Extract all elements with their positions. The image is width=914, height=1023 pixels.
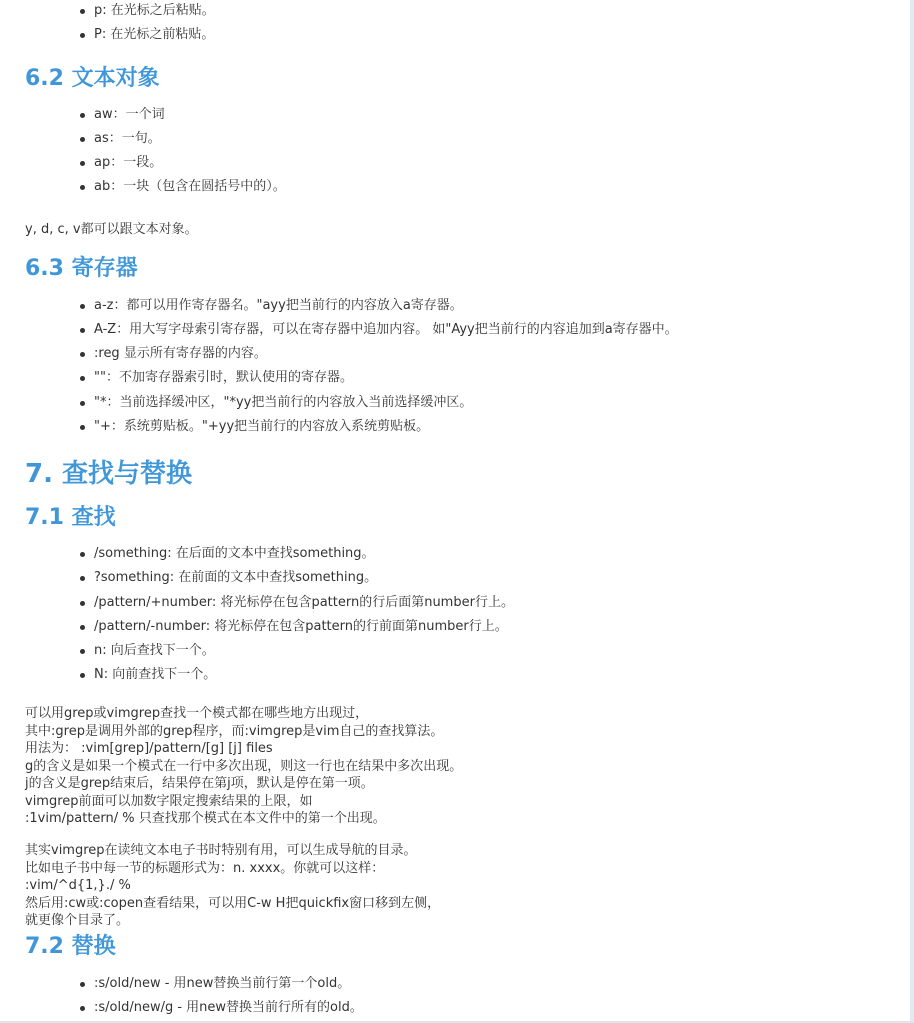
list-item: [94, 999, 363, 1017]
list-item: [94, 130, 161, 148]
bullet-icon: [80, 9, 85, 14]
list-item: [94, 106, 165, 124]
list-item-text: :s/old/new - 用new替换当前行第一个old。: [94, 976, 351, 991]
list-item-text: /something: 在后面的文本中查找something。: [94, 546, 375, 561]
list-item: [94, 666, 216, 684]
list-item: [94, 394, 472, 412]
bullet-icon: [80, 185, 85, 190]
list-item: [94, 642, 215, 660]
paragraph-line: g的含义是如果一个模式在一行中多次出现，则这一行也在结果中多次出现。: [25, 758, 463, 774]
paragraph-line: 就更像个目录了。: [25, 913, 130, 928]
list-item-text: :reg 显示所有寄存器的内容。: [94, 346, 267, 361]
paragraph-line: 其实vimgrep在读纯文本电子书时特别有用，可以生成导航的目录。: [25, 843, 417, 858]
bullet-icon: [80, 552, 85, 557]
list-item-text: N: 向前查找下一个。: [94, 667, 217, 682]
bullet-icon: [80, 352, 85, 357]
paragraph-line: 比如电子书中每一节的标题形式为：n. xxxx。你就可以这样：: [25, 860, 385, 876]
list-item: [94, 975, 350, 993]
list-item-text: "+：系统剪贴板。"+yy把当前行的内容放入系统剪贴板。: [94, 419, 430, 434]
heading-7-search-replace: 7. 查找与替换: [25, 459, 193, 489]
bullet-icon: [80, 425, 85, 430]
paragraph-line: 用法为： :vim[grep]/pattern/[g] [j] files: [25, 741, 273, 756]
paragraph-line: 其中:grep是调用外部的grep程序，而:vimgrep是vim自己的查找算法。: [25, 723, 444, 739]
bullet-icon: [80, 1006, 85, 1011]
paragraph-line: j的含义是grep结束后，结果停在第j项，默认是停在第一项。: [25, 776, 374, 791]
heading-6-3-registers: 6.3 寄存器: [25, 256, 138, 281]
list-item-text: :s/old/new/g - 用new替换当前行所有的old。: [94, 1000, 363, 1015]
list-item-text: ?something: 在前面的文本中查找something。: [94, 570, 378, 585]
list-item-text: ap：一段。: [94, 155, 163, 170]
list-item-text: aw：一个词: [94, 107, 165, 122]
text-objects-note: y, d, c, v都可以跟文本对象。: [25, 222, 198, 237]
heading-7-2-replace: 7.2 替换: [25, 934, 116, 959]
vimgrep-paragraph: [25, 705, 462, 828]
paragraph-line: 可以用grep或vimgrep查找一个模式都在哪些地方出现过，: [25, 706, 369, 721]
bullet-icon: [80, 304, 85, 309]
vimgrep-ebook-paragraph: [25, 842, 440, 930]
list-item-text: n: 向后查找下一个。: [94, 643, 215, 658]
bullet-icon: [80, 649, 85, 654]
list-item: [94, 545, 375, 563]
paragraph-line: :vim/^d{1,}./ %: [25, 878, 131, 893]
bullet-icon: [80, 982, 85, 987]
bullet-icon: [80, 625, 85, 630]
bullet-icon: [80, 576, 85, 581]
bullet-icon: [80, 33, 85, 38]
list-item-text: as：一句。: [94, 131, 161, 146]
list-item-text: ab：一块（包含在圆括号中的）。: [94, 179, 286, 194]
list-item: [94, 618, 508, 636]
bullet-icon: [80, 601, 85, 606]
list-item: [94, 154, 162, 172]
list-item: [94, 26, 214, 44]
list-item-text: /pattern/+number: 将光标停在包含pattern的行后面第number行上。: [94, 595, 514, 610]
bullet-icon: [80, 137, 85, 142]
list-item-text: P: 在光标之前粘贴。: [94, 27, 215, 42]
bullet-icon: [80, 376, 85, 381]
list-item: [94, 297, 463, 315]
list-item: [94, 345, 267, 363]
list-item: [94, 594, 514, 612]
list-item: [94, 418, 429, 436]
bullet-icon: [80, 673, 85, 678]
paragraph-line: vimgrep前面可以加数字限定搜索结果的上限，如: [25, 793, 313, 809]
paragraph-line: 然后用:cw或:copen查看结果，可以用C-w H把quickfix窗口移到左侧，: [25, 895, 441, 911]
bullet-icon: [80, 161, 85, 166]
bullet-icon: [80, 328, 85, 333]
heading-6-2-text-objects: 6.2 文本对象: [25, 66, 160, 91]
list-item: [94, 2, 215, 20]
list-item: [94, 369, 353, 387]
bullet-icon: [80, 401, 85, 406]
paragraph-line: :1vim/pattern/ % 只查找那个模式在本文件中的第一个出现。: [25, 811, 386, 826]
list-item-text: a-z：都可以用作寄存器名。"ayy把当前行的内容放入a寄存器。: [94, 298, 463, 313]
list-item-text: p: 在光标之后粘贴。: [94, 3, 215, 18]
list-item: [94, 321, 678, 339]
list-item: [94, 178, 286, 196]
bullet-icon: [80, 113, 85, 118]
list-item-text: ""：不加寄存器索引时，默认使用的寄存器。: [94, 370, 353, 385]
list-item-text: /pattern/-number: 将光标停在包含pattern的行前面第number行上。: [94, 619, 508, 634]
list-item: [94, 569, 377, 587]
list-item-text: "*：当前选择缓冲区，"*yy把当前行的内容放入当前选择缓冲区。: [94, 395, 473, 410]
list-item-text: A-Z：用大写字母索引寄存器，可以在寄存器中追加内容。 如"Ayy把当前行的内容追加到a寄存器中。: [94, 322, 678, 337]
heading-7-1-search: 7.1 查找: [25, 505, 116, 530]
